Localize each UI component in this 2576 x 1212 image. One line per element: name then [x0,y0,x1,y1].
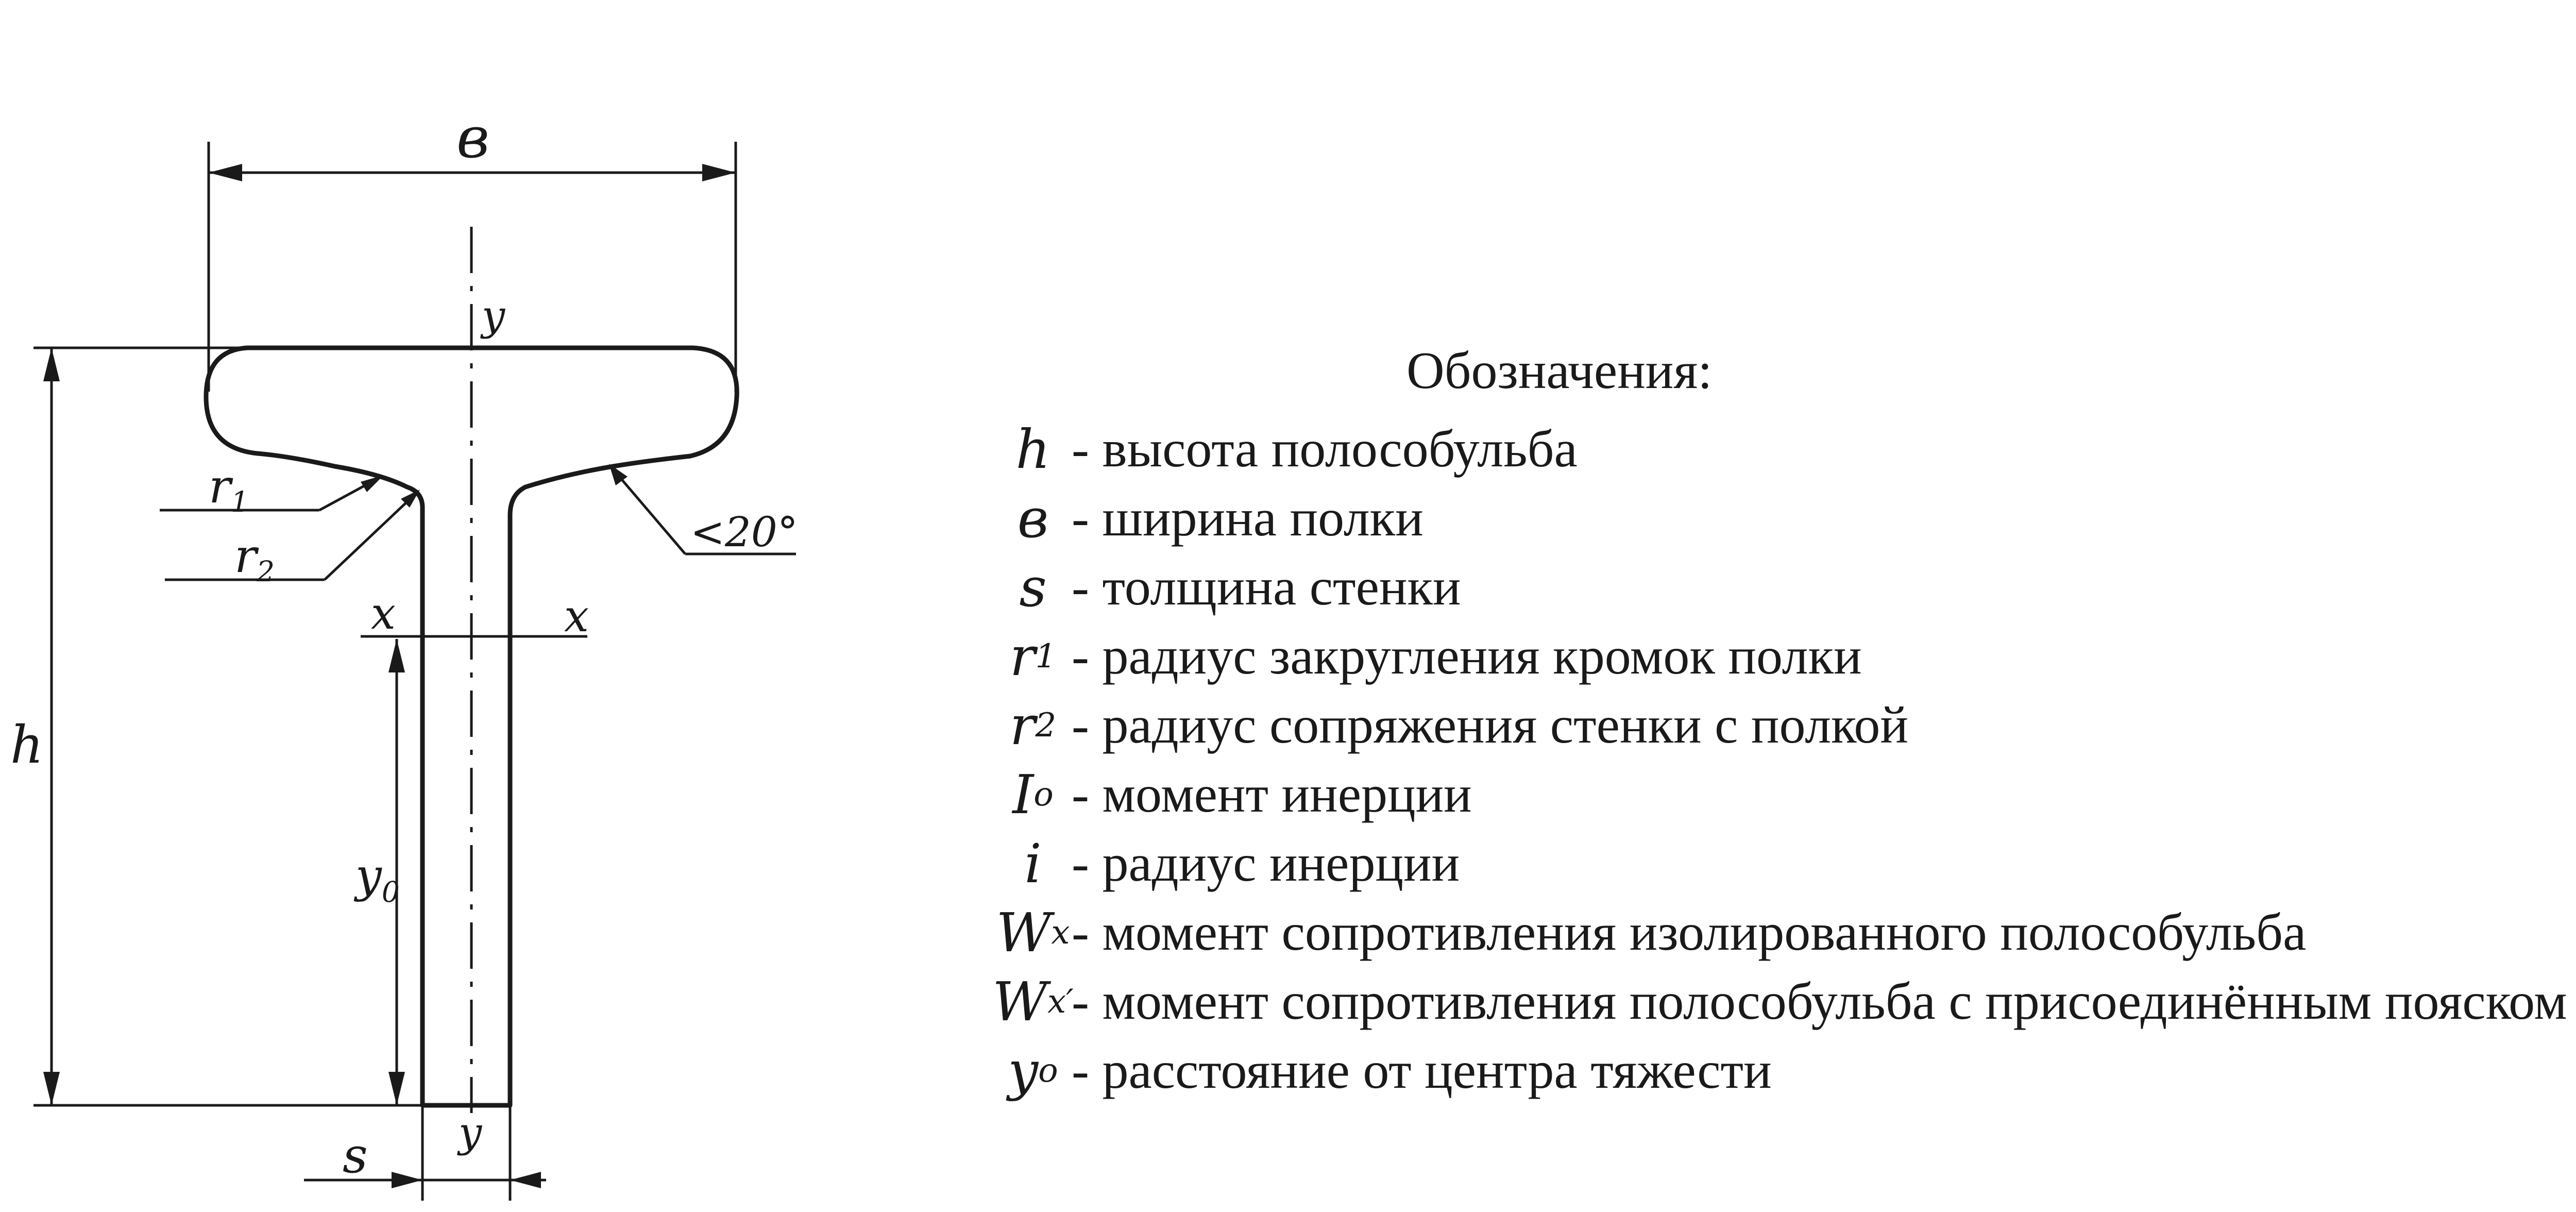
label-angle: <20° [690,508,798,556]
y0-arrow-top [388,639,405,672]
label-y0-base: y [355,849,382,903]
legend-description: - момент сопротивления изолированного полособульба [1072,903,2307,962]
r1-leader-arrow [361,475,384,492]
legend-description: - радиус закругления кромок полки [1072,627,1862,685]
legend-symbol: W x [996,901,1070,964]
label-y-bottom: y [459,1108,482,1156]
label-r1 [209,460,249,518]
width-arrow-left [209,164,242,181]
label-x-right: x [564,591,589,642]
label-r2 [234,529,275,588]
legend-symbol: h [1015,418,1050,481]
legend-title: Обозначения: [1406,342,1713,400]
label-y0 [353,849,400,908]
legend-item [994,967,2567,1036]
r2-leader-diagonal [325,492,417,580]
legend-symbol: r 2 [1009,694,1057,757]
legend-item [994,760,1472,829]
legend-description: - радиус сопряжения стенки с полкой [1072,696,1908,754]
legend-symbol: в [1017,487,1049,550]
legend-symbol: y о [1008,1039,1058,1102]
legend-symbol: s [1019,556,1047,619]
width-arrow-right [702,164,736,181]
legend-item [994,691,1908,760]
legend-description: - толщина стенки [1072,558,1461,616]
s-arrow-left [392,1172,422,1188]
legend-symbol: i [1024,832,1042,895]
label-r1-subscript: 1 [231,485,249,518]
legend-item [994,1036,1772,1105]
label-h: h [10,715,44,775]
legend-item [994,415,1578,484]
legend-item [994,829,1460,898]
label-y0-subscript: 0 [381,876,400,908]
legend-item [994,484,1423,553]
legend-description: - расстояние от центра тяжести [1072,1041,1772,1100]
height-arrow-bottom [43,1072,60,1105]
legend-item [994,898,2306,967]
label-r2-subscript: 2 [257,555,275,588]
y0-arrow-bottom [388,1072,405,1105]
legend-item [994,622,1862,691]
label-r1-base: r [209,460,231,514]
label-r2-base: r [234,529,257,583]
legend-description: - момент сопротивления полособульба с присоединённым пояском [1072,972,2567,1031]
legend-symbol: W x ′ [992,970,1074,1033]
legend-description: - радиус инерции [1072,834,1460,893]
legend-symbol: r 1 [1009,625,1057,688]
s-arrow-right [510,1172,541,1188]
label-y-top: y [482,292,505,340]
label-b: в [456,105,490,171]
label-s: s [343,1127,368,1184]
legend-item [994,553,1461,622]
legend-description: - ширина полки [1072,489,1423,547]
height-arrow-top [43,348,60,381]
legend-description: - высота полособульба [1072,420,1578,478]
legend-symbol: I о [1012,763,1054,826]
label-x-left: x [371,588,396,639]
legend-description: - момент инерции [1072,765,1472,823]
